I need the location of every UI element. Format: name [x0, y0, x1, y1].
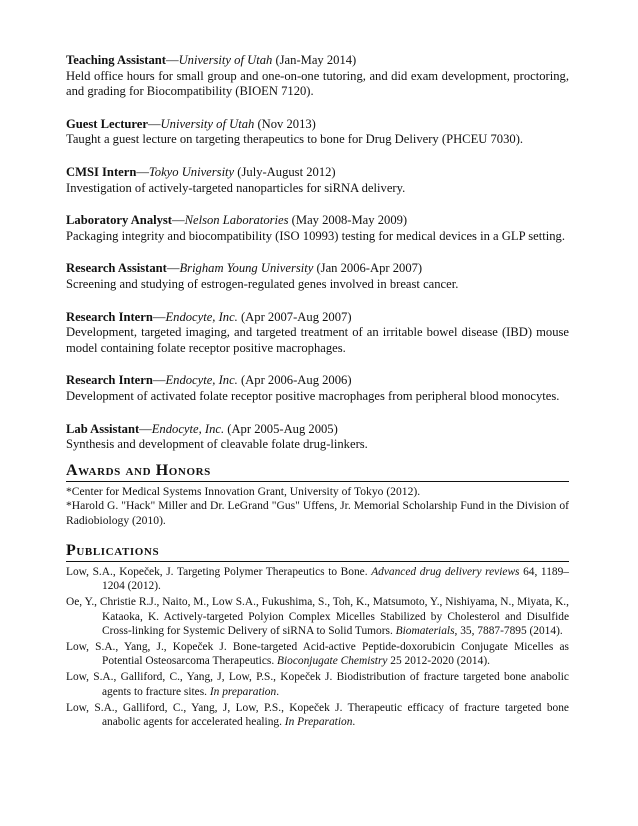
entry-description: Held office hours for small group and one-on-one tutoring, and did exam development, proctoring, and grading for Biocompatibility (BIOEN 7120).	[66, 68, 569, 99]
awards-section	[66, 462, 569, 528]
award-item: *Harold G. "Hack" Miller and Dr. LeGrand "Gus" Uffens, Jr. Memorial Scholarship Fund in the Division of Radiobiology (2010).	[66, 499, 569, 527]
publications-section	[66, 542, 569, 729]
em-dash: —	[136, 164, 149, 179]
citation-journal: Biomaterials	[395, 624, 455, 637]
citation-authors-title: Low, S.A., Kopeček, J. Targeting Polymer Therapeutics to Bone.	[66, 565, 372, 578]
entry-org: Tokyo University	[148, 164, 235, 179]
citation-authors-title: Low, S.A., Yang, J., Kopeček J. Bone-targeted Acid-active Peptide-doxorubicin Conjugate Micelles as Potential Osteosarcoma Therapeutics.	[66, 640, 569, 668]
citation-journal: Advanced drug delivery reviews	[371, 565, 520, 578]
publication-item	[66, 565, 569, 593]
award-item: *Center for Medical Systems Innovation Grant, University of Tokyo (2012).	[66, 484, 421, 498]
experience-list	[66, 53, 569, 453]
em-dash: —	[152, 373, 166, 388]
entry-org: Endocyte, Inc.	[165, 309, 238, 324]
citation-authors-title: Oe, Y., Christie R.J., Naito, M., Low S.A., Fukushima, S., Toh, K., Matsumoto, Y., Nishiyama, N., Miyata, K., Kataoka, K. Actively-targeted Polyion Complex Micelles Stabilized by Cholesterol and Disulfide Cross-linking for Systemic Delivery of siRNA to Solid Tumors.	[66, 596, 569, 637]
entry-dates: (Apr 2006-Aug 2006)	[237, 373, 352, 388]
entry-heading	[66, 213, 569, 229]
entry-dates: (Jan 2006-Apr 2007)	[313, 261, 423, 276]
publication-list	[66, 565, 569, 729]
entry-dates: (Apr 2007-Aug 2007)	[237, 309, 352, 324]
em-dash: —	[139, 421, 152, 436]
section-heading-publications: Publications	[66, 542, 569, 562]
entry-heading	[66, 261, 569, 277]
experience-entry	[66, 310, 569, 357]
publication-item	[66, 701, 569, 729]
em-dash: —	[147, 116, 161, 131]
entry-description: Development of activated folate receptor positive macrophages from peripheral blood monocytes.	[66, 388, 560, 403]
citation-authors-title: Low, S.A., Galliford, C., Yang, J, Low, P.S., Kopeček J. Biodistribution of fracture targeted bone anabolic agents to fracture sites.	[66, 671, 569, 698]
citation-details: , 35, 7887-7895 (2014).	[454, 624, 563, 637]
entry-heading	[66, 422, 569, 438]
entry-title: Research Intern	[66, 309, 153, 324]
entry-heading	[66, 165, 569, 181]
entry-org: University of Utah	[178, 53, 273, 67]
entry-org: Nelson Laboratories	[184, 213, 289, 228]
experience-entry	[66, 422, 569, 453]
citation-authors-title: Low, S.A., Galliford, C., Yang, J, Low, P.S., Kopeček J. Therapeutic efficacy of fracture targeted bone anabolic agents for accelerated healing.	[66, 701, 569, 728]
entry-dates: (May 2008-May 2009)	[288, 213, 408, 228]
citation-details: 64, 1189–1204 (2012).	[102, 565, 569, 593]
entry-title: Laboratory Analyst	[66, 213, 173, 228]
entry-title: CMSI Intern	[66, 164, 137, 179]
em-dash: —	[165, 53, 179, 67]
entry-dates: (Nov 2013)	[254, 116, 316, 131]
entry-title: Lab Assistant	[66, 421, 140, 436]
entry-org: Brigham Young University	[179, 261, 314, 276]
experience-entry	[66, 53, 569, 100]
em-dash: —	[166, 261, 180, 276]
citation-journal: Bioconjugate Chemistry	[277, 655, 388, 668]
publication-item	[66, 670, 569, 698]
citation-details: .	[352, 715, 356, 728]
entry-heading	[66, 117, 569, 133]
section-heading-awards: Awards and Honors	[66, 462, 569, 482]
citation-details: 25 2012-2020 (2014).	[387, 655, 490, 668]
entry-description: Packaging integrity and biocompatibility (ISO 10993) testing for medical devices in a GLP setting.	[66, 228, 565, 243]
awards-list	[66, 485, 569, 528]
experience-entry	[66, 261, 569, 292]
resume-page	[66, 53, 569, 731]
experience-entry	[66, 117, 569, 148]
entry-description: Synthesis and development of cleavable folate drug-linkers.	[66, 437, 368, 452]
entry-description: Taught a guest lecture on targeting therapeutics to bone for Drug Delivery (PHCEU 7030).	[66, 132, 524, 147]
publication-item	[66, 595, 569, 638]
publication-item	[66, 640, 569, 668]
entry-heading	[66, 53, 569, 69]
entry-description: Screening and studying of estrogen-regulated genes involved in breast cancer.	[66, 276, 459, 291]
entry-heading	[66, 310, 569, 326]
entry-title: Research Assistant	[66, 261, 167, 276]
entry-dates: (Jan-May 2014)	[272, 53, 357, 67]
entry-org: University of Utah	[160, 116, 255, 131]
entry-description: Investigation of actively-targeted nanoparticles for siRNA delivery.	[66, 180, 406, 195]
citation-journal: In Preparation	[284, 715, 353, 728]
citation-details: .	[276, 685, 280, 698]
experience-entry	[66, 213, 569, 244]
entry-dates: (Apr 2005-Aug 2005)	[224, 421, 338, 436]
experience-entry	[66, 165, 569, 196]
entry-description: Development, targeted imaging, and targeted treatment of an irritable bowel disease (IBD) mouse model containing folate receptor positive macrophages.	[66, 325, 569, 355]
entry-org: Endocyte, Inc.	[151, 421, 225, 436]
entry-heading	[66, 373, 569, 389]
experience-entry	[66, 373, 569, 404]
entry-title: Research Intern	[66, 373, 153, 388]
entry-org: Endocyte, Inc.	[165, 373, 238, 388]
entry-title: Teaching Assistant	[66, 53, 166, 67]
em-dash: —	[152, 309, 166, 324]
em-dash: —	[172, 213, 185, 228]
entry-dates: (July-August 2012)	[234, 164, 336, 179]
entry-title: Guest Lecturer	[66, 116, 148, 131]
citation-journal: In preparation	[209, 685, 277, 698]
